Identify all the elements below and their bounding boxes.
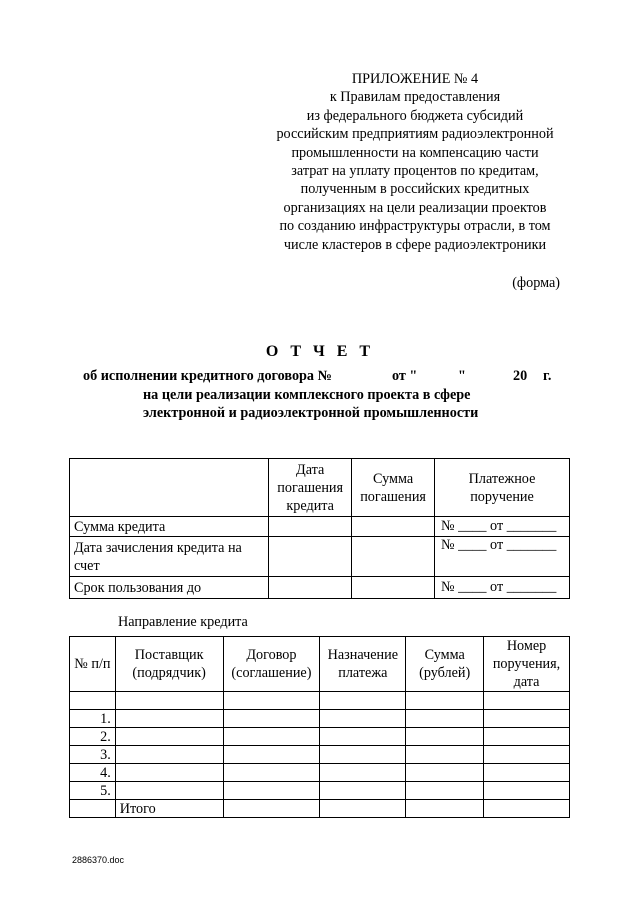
cell[interactable] [223,764,320,782]
cell[interactable] [406,728,484,746]
cell[interactable] [223,710,320,728]
cell[interactable] [484,692,570,710]
row-number: 3. [70,746,116,764]
appendix-line: из федерального бюджета субсидий [306,107,524,124]
cell[interactable] [320,782,406,800]
payment-order-cell[interactable]: № ____ от _______ [435,517,570,537]
report-line1-a: об исполнении кредитного договора № [83,368,332,384]
report-title: ОТЧЕТ [265,343,383,360]
report-line3: электронной и радиоэлектронной промышленности [143,405,479,421]
cell [70,800,116,818]
cell[interactable] [484,710,570,728]
table-row [70,692,570,710]
table-row [70,537,570,577]
cell[interactable] [320,710,406,728]
footer-filename: 2886370.doc [72,855,125,865]
header-date: Дата погашения кредита [269,459,352,517]
date-cell[interactable] [269,537,352,577]
report-line2: на цели реализации комплексного проекта в сфере [143,387,471,403]
header-order: Платежное поручение [435,459,570,517]
appendix-heading: ПРИЛОЖЕНИЕ № 4 [351,71,479,87]
row-number: 4. [70,764,116,782]
table-row [70,728,570,746]
cell[interactable] [320,764,406,782]
section-label: Направление кредита [118,614,248,630]
table-row [70,764,570,782]
cell[interactable] [406,692,484,710]
appendix-line: российским предприятиям радиоэлектронной [276,126,554,143]
cell[interactable] [115,746,223,764]
appendix-line: по созданию инфраструктуры отрасли, в том [279,218,551,235]
appendix-line: к Правилам предоставления [329,89,501,106]
sum-cell[interactable] [352,577,435,599]
appendix-line: затрат на уплату процентов по кредитам, [291,163,539,180]
total-label: Итого [115,800,223,818]
date-cell[interactable] [269,577,352,599]
header-num: № п/п [70,637,116,692]
cell[interactable] [223,728,320,746]
sum-cell[interactable] [352,537,435,577]
appendix-block [250,70,580,254]
table-row [70,746,570,764]
date-cell[interactable] [269,517,352,537]
cell[interactable] [406,746,484,764]
direction-table-header [70,637,570,692]
cell[interactable] [115,764,223,782]
cell[interactable] [320,692,406,710]
cell[interactable] [484,764,570,782]
row-number: 2. [70,728,116,746]
cell[interactable] [406,764,484,782]
sum-cell[interactable] [352,517,435,537]
cell[interactable] [223,746,320,764]
appendix-line: числе кластеров в сфере радиоэлектроники [283,236,547,253]
cell[interactable] [320,728,406,746]
cell[interactable] [115,710,223,728]
header-purpose: Назначение платежа [320,637,406,692]
cell[interactable] [320,800,406,818]
row-number: 5. [70,782,116,800]
cell[interactable] [70,692,116,710]
total-row [70,800,570,818]
payment-order-cell[interactable]: № ____ от _______ [435,537,570,577]
cell[interactable] [223,800,320,818]
cell[interactable] [223,692,320,710]
row-number: 1. [70,710,116,728]
cell[interactable] [484,800,570,818]
credit-table-header [70,459,570,517]
report-line1-b: от " [392,368,418,384]
report-line1-c: " [458,368,466,384]
row-label: Дата зачисления кредита на счет [70,537,269,577]
credit-direction-table [69,636,570,818]
form-label: (форма) [512,275,560,291]
appendix-line: промышленности на компенсацию части [291,144,539,161]
cell[interactable] [115,782,223,800]
cell[interactable] [115,728,223,746]
cell[interactable] [115,692,223,710]
cell[interactable] [406,800,484,818]
header-supplier: Поставщик (подрядчик) [115,637,223,692]
report-line1-year: 20 [513,368,528,384]
header-contract: Договор (соглашение) [223,637,320,692]
table-row [70,577,570,599]
table-row [70,517,570,537]
header-amount: Сумма (рублей) [406,637,484,692]
table-row [70,710,570,728]
cell[interactable] [406,710,484,728]
appendix-line: полученным в российских кредитных [300,181,530,198]
cell[interactable] [484,728,570,746]
header-empty-cell [70,459,269,517]
header-sum: Сумма погашения [352,459,435,517]
row-label: Сумма кредита [70,517,269,537]
cell[interactable] [484,782,570,800]
header-order: Номер поручения, дата [484,637,570,692]
cell[interactable] [320,746,406,764]
row-label: Срок пользования до [70,577,269,599]
appendix-line: организациях на цели реализации проектов [283,199,547,216]
payment-order-cell[interactable]: № ____ от _______ [435,577,570,599]
cell[interactable] [406,782,484,800]
cell[interactable] [484,746,570,764]
credit-table [69,458,570,599]
report-line1-g: г. [543,368,552,384]
table-row [70,782,570,800]
cell[interactable] [223,782,320,800]
